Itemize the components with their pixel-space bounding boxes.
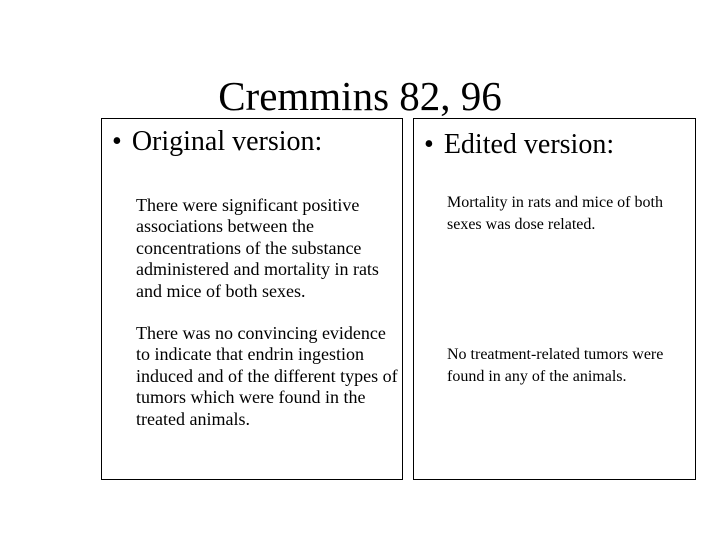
original-paragraph-1: There were significant positive associations between the concentrations of the substance administered and mortality in rats and mice of both sexes. <box>136 195 379 301</box>
edited-paragraph-2: No treatment-related tumors were found in any of the animals. <box>447 346 664 385</box>
bullet-icon: • <box>424 129 434 160</box>
slide-title: Cremmins 82, 96 <box>218 73 502 119</box>
original-version-heading-text: Original version: <box>131 126 323 157</box>
edited-paragraph-1: Mortality in rats and mice of both sexes was dose related. <box>447 194 663 233</box>
original-version-heading <box>112 125 322 159</box>
edited-version-box <box>413 118 696 480</box>
original-paragraph-2: There was no convincing evidence to indicate that endrin ingestion induced and of the different types of tumors which were found in the treated animals. <box>136 323 398 429</box>
original-version-box <box>101 118 403 480</box>
bullet-icon: • <box>112 126 122 157</box>
edited-version-heading-text: Edited version: <box>443 129 615 160</box>
edited-version-heading <box>424 128 614 162</box>
